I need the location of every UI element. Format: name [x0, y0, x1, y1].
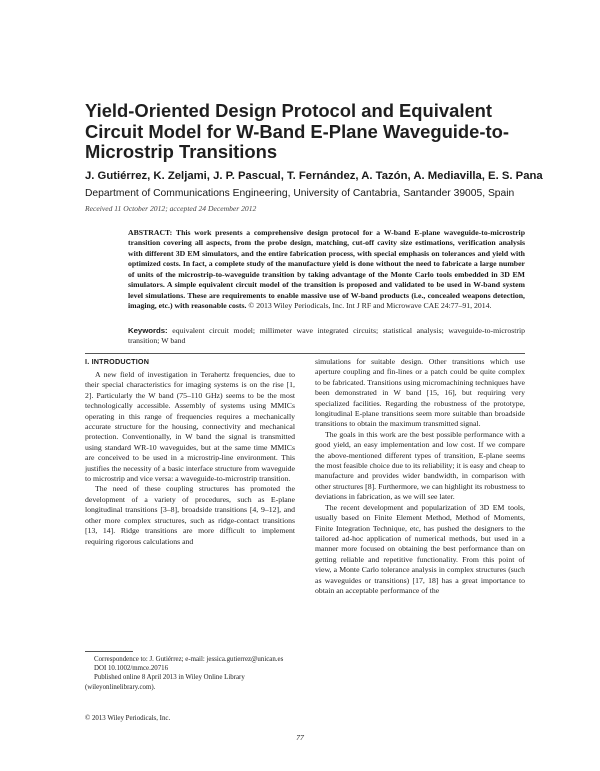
abstract-label: ABSTRACT:	[128, 228, 173, 237]
copyright-notice: © 2013 Wiley Periodicals, Inc.	[85, 715, 171, 722]
correspondence-footnote: Correspondence to: J. Gutiérrez; e-mail: jessica.gutierrez@unican.es	[94, 656, 284, 663]
keywords-label: Keywords:	[128, 326, 168, 335]
body-paragraph: A new field of investigation in Terahertz frequencies, due to their special characteristics for imaging systems is on the rise [1, 2]. Particularly the W band (75–110 GHz) seems to be the most technologically accessible. Assembly of systems using MMICs operating in this range of frequencies requires a mechanically accurate structure for the housing, connectivity and mechanical protection. Conventionally, in W band the signal is transmitted using standard WR-10 waveguides, but at the same time MMICs are conceived to be used in a microstrip-line environment. This justifies the necessity of a basic interface structure from waveguide to microstrip and vice versa: a waveguide-to-microstrip transition.	[85, 370, 295, 484]
published-footnote: Published online 8 April 2013 in Wiley Online Library (wileyonlinelibrary.com).	[85, 674, 245, 691]
section-heading-introduction: I. INTRODUCTION	[85, 357, 150, 366]
article-title: Yield-Oriented Design Protocol and Equivalent Circuit Model for W-Band E-Plane Waveguide-to-Microstrip Transitions	[85, 100, 509, 162]
footnote-divider	[85, 651, 133, 652]
body-paragraph: simulations for suitable design. Other transitions which use aperture coupling and fin-lines or a patch could be quite complex to be fabricated. Transitions using micromachining techniques have been demonstrated in W band [15, 16], but requiring very specialized facilities. Regarding the robustness of the prototype, longitudinal E-plane transitions seem more suitable than broadside transitions to obtain the maximum transmitted signal.	[315, 357, 525, 429]
body-paragraph: The recent development and popularization of 3D EM tools, usually based on Finite Element Method, Method of Moments, Finite Integration Technique, etc, has pushed the designers to the tailored ad-hoc application of numerical methods, but used in a manner more focused on obtaining the best performance than on getting reliable and repetitive functionality. From this point of view, a Monte Carlo tolerance analysis in complex structures (such as waveguides or transitions) [17, 18] has a great importance to obtain an acceptable performance of the	[315, 502, 525, 595]
keywords-text: equivalent circuit model; millimeter wave integrated circuits; statistical analysis; waveguide-to-microstrip transition; W band	[128, 326, 525, 346]
author-list: J. Gutiérrez, K. Zeljami, J. P. Pascual, T. Fernández, A. Tazón, A. Mediavilla, E. S. Pana	[85, 170, 543, 182]
footnotes	[85, 655, 295, 692]
keywords	[128, 326, 525, 347]
abstract-body: This work presents a comprehensive design protocol for a W-band E-plane waveguide-to-microstrip transition covering all aspects, from the probe design, matching, cut-off cavity size estimations, verification analysis with different 3D EM simulators, and the entire fabrication process, with special emphasis on tolerances and yield with optimized costs. In fact, a complete study of the manufacture yield is done without the need to fabricate a large number of units of the microstrip-to-waveguide transition by taking advantage of the Monte Carlo tools embedded in 3D EM simulators. A simple equivalent circuit model of the transition is proposed and validated to be used in W-band system level simulations. These are requirements to enable massive use of W-band products (i.e., concealed weapons detection, imaging, etc.) with reasonable costs.	[128, 228, 525, 311]
abstract	[128, 228, 525, 312]
abstract-citation: © 2013 Wiley Periodicals, Inc. Int J RF and Microwave CAE 24:77–91, 2014.	[248, 301, 492, 311]
body-paragraph: The need of these coupling structures has promoted the development of a variety of procedures, such as E-plane longitudinal transitions [3–8], broadside transitions [4, 9–12], and other more complex structures, such as ridge-contact transitions [13, 14]. Ridge transitions are more difficult to implement requiring rigorous calculations and	[85, 484, 295, 546]
received-dates: Received 11 October 2012; accepted 24 December 2012	[85, 204, 257, 213]
left-column	[85, 357, 295, 547]
body-paragraph: The goals in this work are the best possible performance with a good yield, an easy implementation and low cost. If we compare the above-mentioned different types of transition, E-plane seems the most feasible choice due to its reliability; it is easy and cheap to manufacture and provides wider bandwidth, in comparison with other structures [8]. Furthermore, we can highlight its robustness to deviations in fabrication, as we will see later.	[315, 429, 525, 502]
doi-footnote: DOI 10.1002/mmce.20716	[94, 665, 169, 673]
page-number: 77	[296, 733, 304, 742]
right-column	[315, 357, 525, 596]
section-divider	[85, 353, 525, 354]
affiliation: Department of Communications Engineering, University of Cantabria, Santander 39005, Spain	[85, 188, 515, 199]
